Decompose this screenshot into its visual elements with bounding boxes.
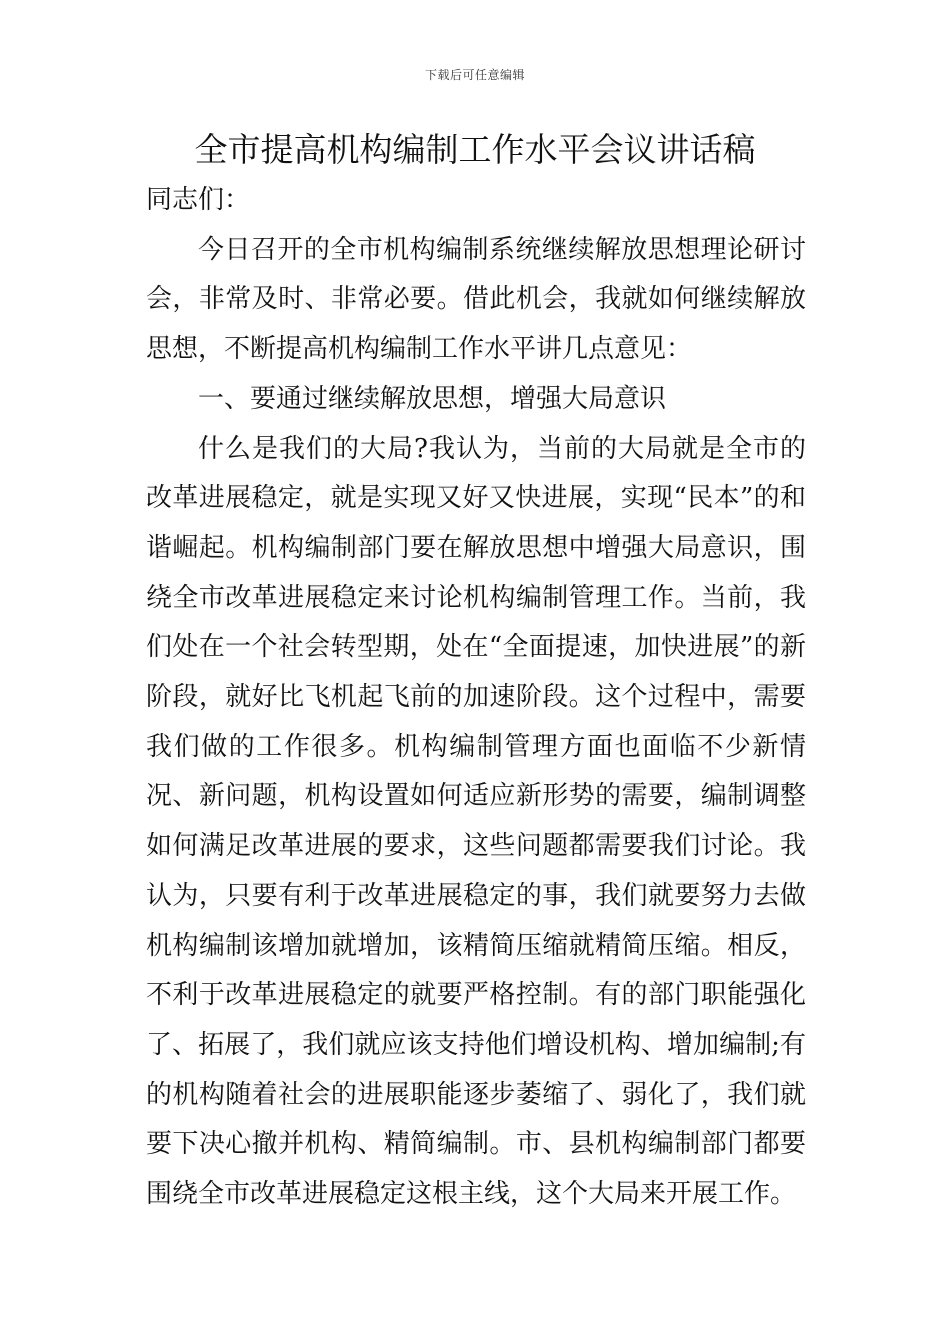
document-title: 全市提高机构编制工作水平会议讲话稿: [194, 130, 756, 169]
section-heading: 一、要通过继续解放思想，增强大局意识: [198, 383, 667, 414]
paragraph-main: 什么是我们的大局?我认为，当前的大局就是全市的改革进展稳定，就是实现又好又快进展，实现“民本”的和谐崛起。机构编制部门要在解放思想中增强大局意识，围绕全市改革进展稳定来讨论机构编制管理工作。当前，我们处在一个社会转型期，处在“全面提速，加快进展”的新阶段，就好比飞机起飞前的加速阶段。这个过程中，需要我们做的工作很多。机构编制管理方面也面临不少新情况、新问题，机构设置如何适应新形势的需要，编制调整如何满足改革进展的要求，这些问题都需要我们讨论。我认为，只要有利于改革进展稳定的事，我们就要努力去做机构编制该增加就增加，该精简压缩就精简压缩。相反，不利于改革进展稳定的就要严格控制。有的部门职能强化了、拓展了，我们就应该支持他们增设机构、增加编制;有的机构随着社会的进展职能逐步萎缩了、弱化了，我们就要下决心撤并机构、精简编制。市、县机构编制部门都要围绕全市改革进展稳定这根主线，这个大局来开展工作。: [146, 433, 806, 1210]
paragraph-intro: 今日召开的全市机构编制系统继续解放思想理论研讨会，非常及时、非常必要。借此机会，我就如何继续解放思想，不断提高机构编制工作水平讲几点意见：: [146, 234, 806, 365]
salutation: 同志们：: [146, 185, 251, 215]
header-note: 下载后可任意编辑: [424, 68, 525, 82]
document-body: [146, 176, 806, 1220]
